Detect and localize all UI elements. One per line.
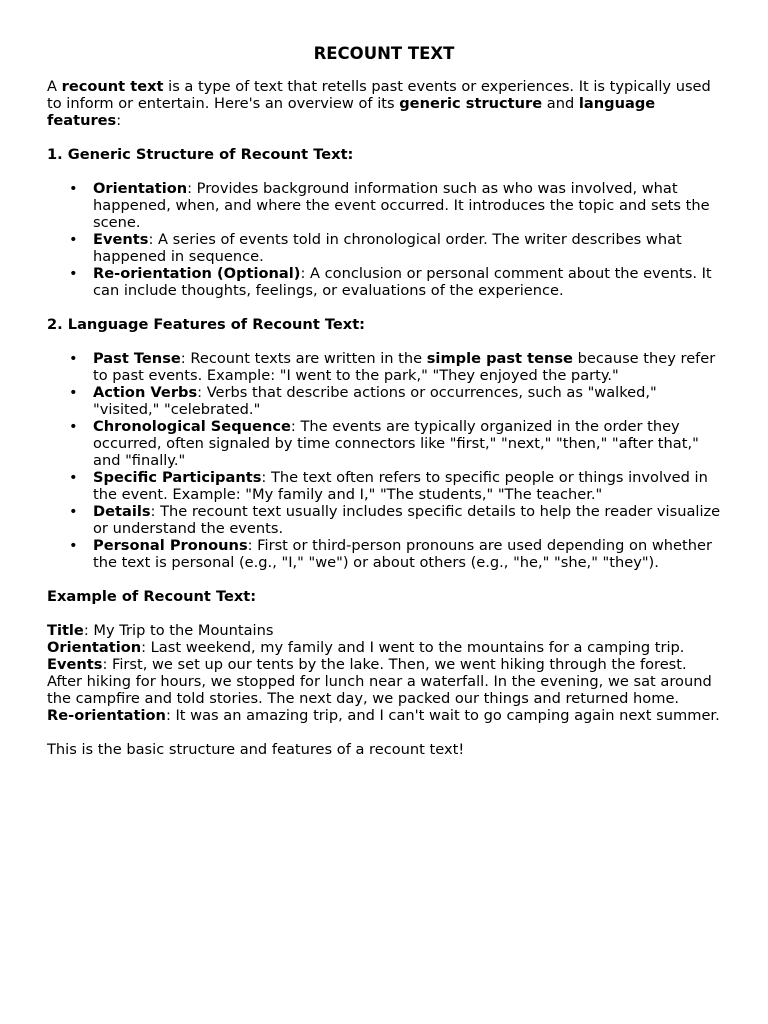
intro-text-3: and (542, 95, 579, 112)
list-item-text: : Recount texts are written in the (180, 350, 427, 367)
intro-bold-generic-structure: generic structure (399, 95, 543, 112)
example-reorientation-line (47, 707, 721, 724)
example-text: : Last weekend, my family and I went to the mountains for a camping trip. (141, 639, 685, 656)
list-item-action-verbs (93, 384, 721, 418)
list-item-term: Details (93, 503, 151, 520)
section1-heading: 1. Generic Structure of Recount Text: (47, 146, 354, 163)
list-item-details (93, 503, 721, 537)
example-orientation-line (47, 639, 721, 656)
example-label: Orientation (47, 639, 142, 656)
closing-paragraph: This is the basic structure and features of a recount text! (47, 741, 465, 758)
intro-bold-recount-text: recount text (61, 78, 164, 95)
list-item-orientation (93, 180, 721, 231)
list-item-text: : Provides background information such as who was involved, what happened, when, and where the event occurred. It introduces the topic and sets the scene. (93, 180, 710, 231)
intro-bold-language-features: language features (47, 95, 656, 129)
features-list (47, 350, 721, 571)
list-item-personal-pronouns (93, 537, 721, 571)
list-item-text: : The events are typically organized in the order they occurred, often signaled by time connectors like "first," "next," "then," "after that," and "finally." (93, 418, 699, 469)
list-item-term: Chronological Sequence (93, 418, 291, 435)
example-text: : First, we set up our tents by the lake. Then, we went hiking through the forest. After hiking for hours, we stopped for lunch near a waterfall. In the evening, we sat around the campfire and told stories. The next day, we packed our things and returned home. (47, 656, 712, 707)
list-item-text-2: because they refer to past events. Example: "I went to the park," "They enjoyed the party." (93, 350, 716, 384)
example-text: : My Trip to the Mountains (83, 622, 274, 639)
example-heading: Example of Recount Text: (47, 588, 257, 605)
list-item-term: Past Tense (93, 350, 181, 367)
list-item-term: Events (93, 231, 149, 248)
list-item-events (93, 231, 721, 265)
list-item-term: Orientation (93, 180, 188, 197)
list-item-bold-inline: simple past tense (426, 350, 573, 367)
intro-text-2: is a type of text that retells past events or experiences. It is typically used to inform or entertain. Here's an overview of its (47, 78, 711, 112)
list-item-term: Action Verbs (93, 384, 198, 401)
example-events-line (47, 656, 721, 707)
intro-text-4: : (116, 112, 122, 129)
list-item-text: : A series of events told in chronological order. The writer describes what happened in sequence. (93, 231, 682, 265)
list-item-reorientation (93, 265, 721, 299)
list-item-term: Specific Participants (93, 469, 262, 486)
list-item-text: : The recount text usually includes specific details to help the reader visualize or understand the events. (93, 503, 721, 537)
list-item-specific-participants (93, 469, 721, 503)
list-item-text: : The text often refers to specific people or things involved in the event. Example: "My family and I," "The students," "The teacher." (93, 469, 708, 503)
list-item-term: Personal Pronouns (93, 537, 248, 554)
example-label: Re-orientation (47, 707, 166, 724)
example-label: Events (47, 656, 103, 673)
list-item-term: Re-orientation (Optional) (93, 265, 301, 282)
list-item-text: : First or third-person pronouns are used depending on whether the text is personal (e.g., "I," "we") or about others (e.g., "he," "she," "they"). (93, 537, 712, 571)
list-item-text: : A conclusion or personal comment about the events. It can include thoughts, feelings, or evaluations of the experience. (93, 265, 712, 299)
list-item-chronological-sequence (93, 418, 721, 469)
section2-heading: 2. Language Features of Recount Text: (47, 316, 366, 333)
structure-list (47, 180, 721, 299)
example-label: Title (47, 622, 84, 639)
intro-text-1: A (47, 78, 62, 95)
intro-paragraph (47, 78, 721, 129)
list-item-past-tense (93, 350, 721, 384)
example-text: : It was an amazing trip, and I can't wait to go camping again next summer. (165, 707, 720, 724)
document-title: RECOUNT TEXT (313, 44, 455, 63)
example-title-line (47, 622, 721, 639)
list-item-text: : Verbs that describe actions or occurrences, such as "walked," "visited," "celebrated." (93, 384, 657, 418)
